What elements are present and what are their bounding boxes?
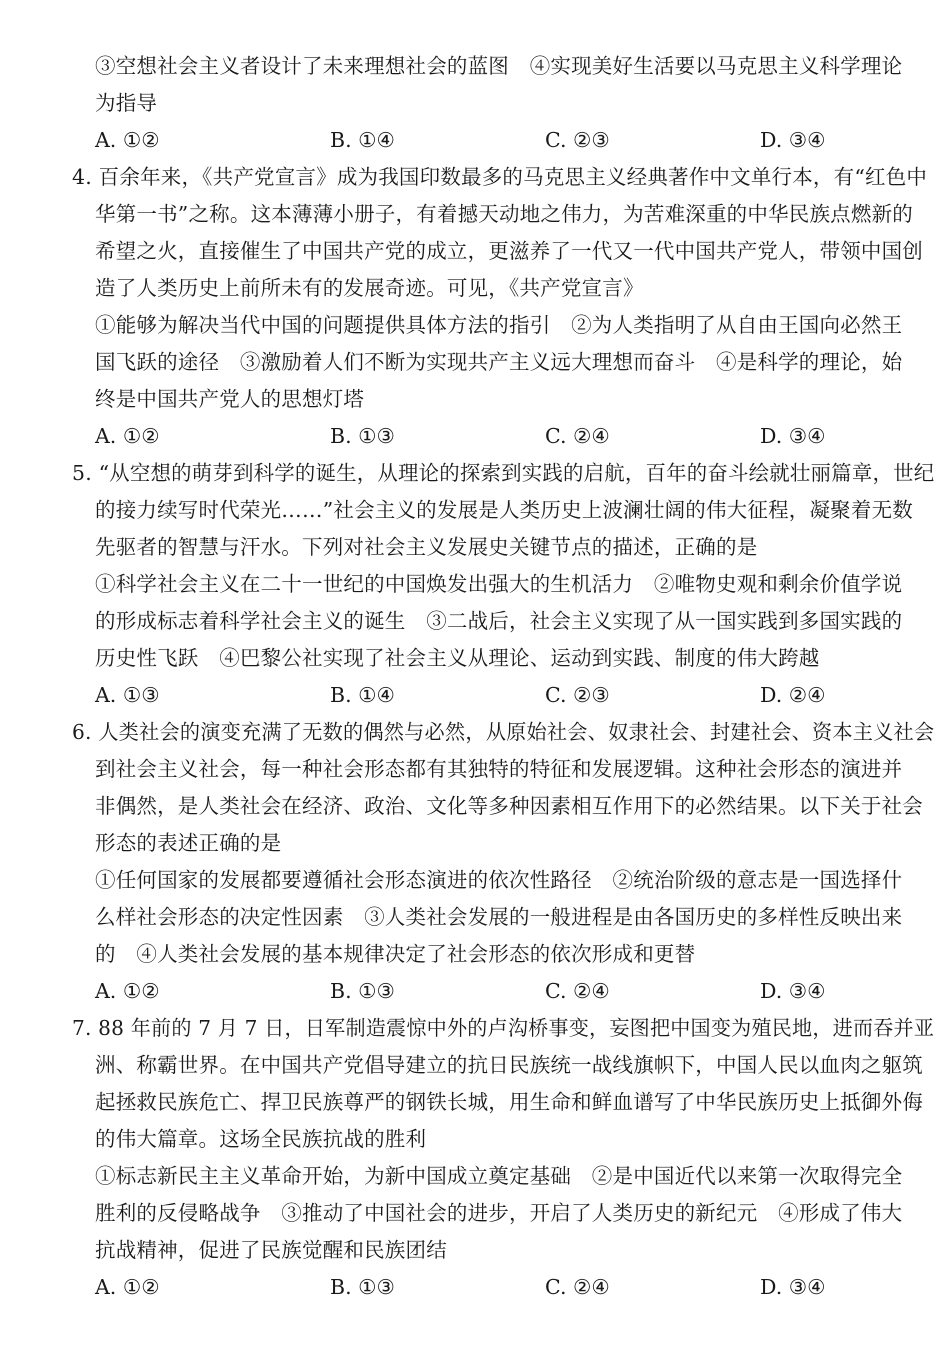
q4-stem-line: 希望之火，直接催生了中国共产党的成立，更滋养了一代又一代中国共产党人，带领中国创 <box>95 239 923 263</box>
q6-choice-line: 么样社会形态的决定性因素 ③人类社会发展的一般进程是由各国历史的多样性反映出来 <box>95 905 903 929</box>
q5-option-b: B. ①④ <box>330 683 395 707</box>
q5-choice-line: 历史性飞跃 ④巴黎公社实现了社会主义从理论、运动到实践、制度的伟大跨越 <box>95 646 820 670</box>
q7-choice-line: 胜利的反侵略战争 ③推动了中国社会的进步，开启了人类历史的新纪元 ④形成了伟大 <box>95 1201 903 1225</box>
q3-stem-line: 为指导 <box>95 91 158 115</box>
q5-option-d: D. ②④ <box>760 683 826 707</box>
q4-choice-line: 国飞跃的途径 ③激励着人们不断为实现共产主义远大理想而奋斗 ④是科学的理论，始 <box>95 350 903 374</box>
q7-option-d: D. ③④ <box>760 1275 826 1299</box>
q7-stem-line: 7. 88 年前的 7 月 7 日，日军制造震惊中外的卢沟桥事变，妄图把中国变为殖民地，进而吞并亚 <box>72 1016 935 1040</box>
q7-stem-line: 洲、称霸世界。在中国共产党倡导建立的抗日民族统一战线旗帜下，中国人民以血肉之躯筑 <box>95 1053 923 1077</box>
q6-option-b: B. ①③ <box>330 979 395 1003</box>
q6-choice-line: ①任何国家的发展都要遵循社会形态演进的依次性路径 ②统治阶级的意志是一国选择什 <box>95 868 903 892</box>
q5-stem-line: 先驱者的智慧与汗水。下列对社会主义发展史关键节点的描述，正确的是 <box>95 535 758 559</box>
q6-stem-line: 6. 人类社会的演变充满了无数的偶然与必然，从原始社会、奴隶社会、封建社会、资本主义社会 <box>72 720 935 744</box>
q5-choice-line: ①科学社会主义在二十一世纪的中国焕发出强大的生机活力 ②唯物史观和剩余价值学说 <box>95 572 903 596</box>
q4-choice-line: ①能够为解决当代中国的问题提供具体方法的指引 ②为人类指明了从自由王国向必然王 <box>95 313 903 337</box>
q7-stem-line: 的伟大篇章。这场全民族抗战的胜利 <box>95 1127 427 1151</box>
q6-option-c: C. ②④ <box>545 979 610 1003</box>
q4-option-c: C. ②④ <box>545 424 610 448</box>
q4-stem-line: 造了人类历史上前所未有的发展奇迹。可见，《共产党宣言》 <box>95 276 644 300</box>
q5-option-a: A. ①③ <box>95 683 160 707</box>
q4-option-a: A. ①② <box>95 424 160 448</box>
q7-option-b: B. ①③ <box>330 1275 395 1299</box>
q4-choice-line: 终是中国共产党人的思想灯塔 <box>95 387 365 411</box>
q5-option-c: C. ②③ <box>545 683 610 707</box>
q6-stem-line: 形态的表述正确的是 <box>95 831 282 855</box>
q4-option-b: B. ①③ <box>330 424 395 448</box>
q6-stem-line: 到社会主义社会，每一种社会形态都有其独特的特征和发展逻辑。这种社会形态的演进并 <box>95 757 903 781</box>
q3-option-a: A. ①② <box>95 128 160 152</box>
q6-stem-line: 非偶然，是人类社会在经济、政治、文化等多种因素相互作用下的必然结果。以下关于社会 <box>95 794 923 818</box>
q7-stem-line: 起拯救民族危亡、捍卫民族尊严的钢铁长城，用生命和鲜血谱写了中华民族历史上抵御外侮 <box>95 1090 923 1114</box>
q4-option-d: D. ③④ <box>760 424 826 448</box>
q3-option-b: B. ①④ <box>330 128 395 152</box>
q5-stem-line: 的接力续写时代荣光……”社会主义的发展是人类历史上波澜壮阔的伟大征程，凝聚着无数 <box>95 498 913 522</box>
q3-option-d: D. ③④ <box>760 128 826 152</box>
q3-stem-line: ③空想社会主义者设计了未来理想社会的蓝图 ④实现美好生活要以马克思主义科学理论 <box>95 54 903 78</box>
q7-choice-line: ①标志新民主主义革命开始，为新中国成立奠定基础 ②是中国近代以来第一次取得完全 <box>95 1164 903 1188</box>
q4-stem-line: 华第一书”之称。这本薄薄小册子，有着撼天动地之伟力，为苦难深重的中华民族点燃新的 <box>95 202 913 226</box>
q6-option-d: D. ③④ <box>760 979 826 1003</box>
q6-option-a: A. ①② <box>95 979 160 1003</box>
q5-choice-line: 的形成标志着科学社会主义的诞生 ③二战后，社会主义实现了从一国实践到多国实践的 <box>95 609 903 633</box>
q7-choice-line: 抗战精神，促进了民族觉醒和民族团结 <box>95 1238 447 1262</box>
q3-option-c: C. ②③ <box>545 128 610 152</box>
q7-option-a: A. ①② <box>95 1275 160 1299</box>
q7-option-c: C. ②④ <box>545 1275 610 1299</box>
q6-choice-line: 的 ④人类社会发展的基本规律决定了社会形态的依次形成和更替 <box>95 942 696 966</box>
q4-stem-line: 4. 百余年来，《共产党宣言》成为我国印数最多的马克思主义经典著作中文单行本，有“红色中 <box>72 165 928 189</box>
q5-stem-line: 5. “从空想的萌芽到科学的诞生，从理论的探索到实践的启航，百年的奋斗绘就壮丽篇章，世纪 <box>72 461 935 485</box>
